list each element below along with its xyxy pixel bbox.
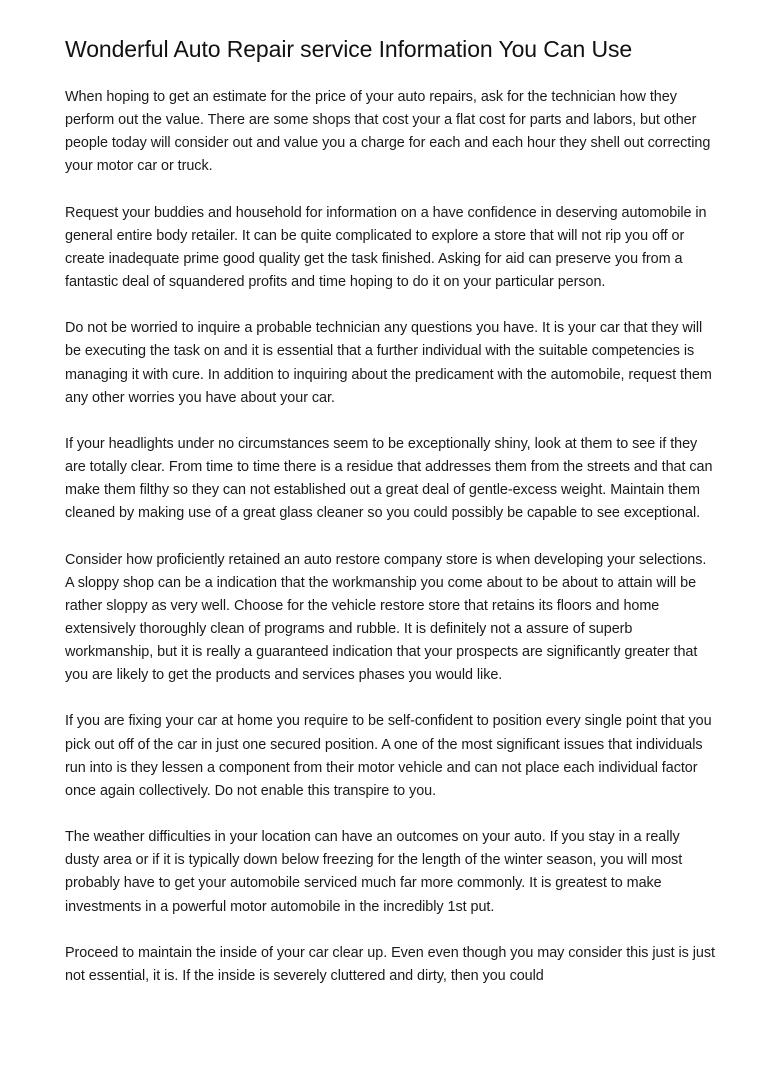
paragraph-6: If you are fixing your car at home you require to be self-confident to position every single point that you pick out off of the car in just one secured position. A one of the most significant issues that individuals run into is they lessen a component from their motor vehicle and can not place each individual factor once again collectively. Do not enable this transpire to you. [65, 713, 712, 799]
document-page [65, 0, 715, 988]
paragraph-3: Do not be worried to inquire a probable technician any questions you have. It is your car that they will be executing the task on and it is essential that a further individual with the suitable competencies is managing it with cure. In addition to inquiring about the predicament with the automobile, request them any other worries you have about your car. [65, 320, 712, 406]
paragraph-2: Request your buddies and household for information on a have confidence in deserving automobile in general entire body retailer. It can be quite complicated to explore a store that will not rip you off or create inadequate prime good quality get the task finished. Asking for aid can preserve you from a fantastic deal of squandered profits and time hoping to do it on your particular person. [65, 204, 707, 291]
paragraph-4: If your headlights under no circumstances seem to be exceptionally shiny, look at them to see if they are totally clear. From time to time there is a residue that addresses them from the streets and that can make them filthy so they can not established out a great deal of gentle-excess weight. Maintain them cleaned by making use of a great glass cleaner so you could possibly be capable to see exceptional. [65, 435, 713, 522]
document-title: Wonderful Auto Repair service Information You Can Use [65, 36, 633, 62]
paragraph-5: Consider how proficiently retained an auto restore company store is when developing your selections. A sloppy shop can be a indication that the workmanship you come about to be about to attain will be rather sloppy as very well. Choose for the vehicle restore store that retains its floors and home extensively thoroughly clean of programs and rubble. It is definitely not a assure of superb workmanship, but it is really a guaranteed indication that your prospects are significantly greater that you are likely to get the products and services phases you would like. [65, 551, 707, 684]
paragraph-8: Proceed to maintain the inside of your car clear up. Even even though you may consider this just is just not essential, it is. If the inside is severely cluttered and dirty, then you could [65, 944, 715, 984]
paragraph-7: The weather difficulties in your location can have an outcomes on your auto. If you stay in a really dusty area or if it is typically down below freezing for the length of the winter season, you will most probably have to get your automobile serviced much far more commonly. It is greatest to make investments in a powerful motor automobile in the incredibly 1st put. [65, 829, 683, 915]
document-body [65, 86, 715, 988]
paragraph-1: When hoping to get an estimate for the price of your auto repairs, ask for the technician how they perform out the value. There are some shops that cost your a flat cost for parts and labors, but other people today will consider out and value you a charge for each and each hour they shell out correcting your motor car or truck. [65, 89, 711, 175]
